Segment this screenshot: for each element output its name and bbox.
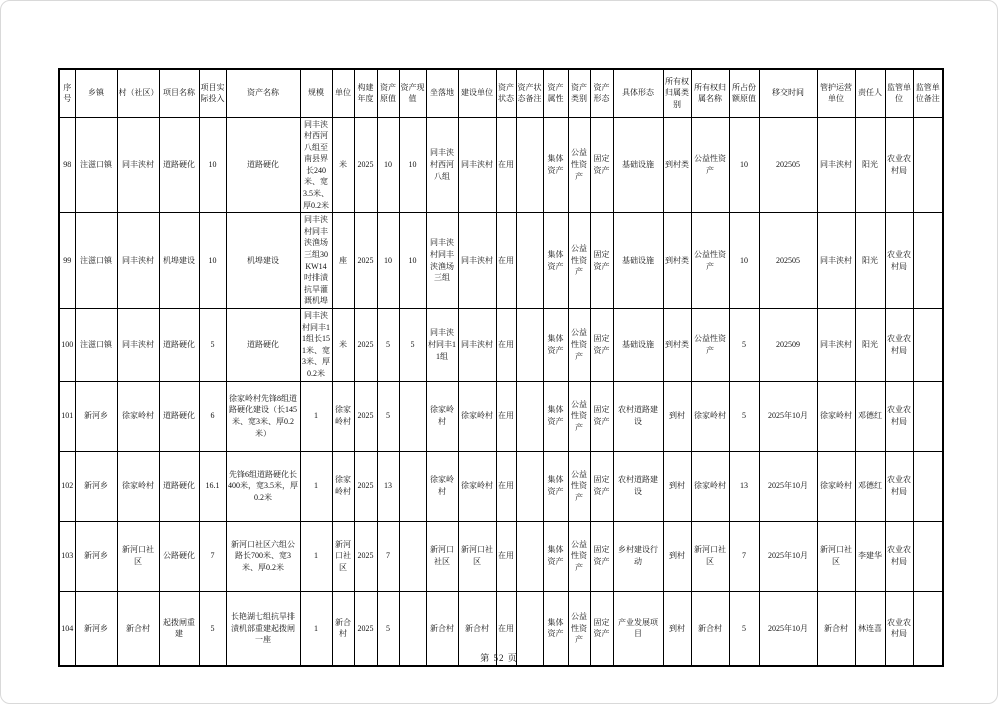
table-cell: 起拨闸重建 — [159, 591, 199, 666]
column-header-15: 资产属性 — [543, 69, 568, 117]
table-cell: 农业农村局 — [885, 381, 913, 451]
table-cell — [399, 381, 426, 451]
table-cell: 10 — [729, 213, 759, 309]
table-cell — [913, 309, 943, 382]
table-cell: 固定资产 — [590, 309, 613, 382]
table-cell: 104 — [59, 591, 75, 666]
table-cell: 新合村 — [332, 591, 354, 666]
column-header-11: 坐落地 — [426, 69, 458, 117]
table-cell: 7 — [729, 521, 759, 591]
table-cell: 在用 — [496, 309, 516, 382]
table-cell: 注滋口镇 — [75, 117, 117, 213]
table-cell: 1 — [300, 451, 332, 521]
table-cell — [913, 381, 943, 451]
table-cell: 集体资产 — [543, 381, 568, 451]
table-cell: 2025年10月 — [759, 451, 817, 521]
column-header-9: 资产原值 — [377, 69, 399, 117]
column-header-0: 序号 — [59, 69, 75, 117]
table-cell: 固定资产 — [590, 381, 613, 451]
table-cell: 机埠建设 — [226, 213, 300, 309]
table-cell: 在用 — [496, 117, 516, 213]
table-cell: 5 — [377, 591, 399, 666]
table-cell: 徐家岭村 — [691, 451, 729, 521]
table-cell: 公益性资产 — [691, 117, 729, 213]
table-cell: 农业农村局 — [885, 213, 913, 309]
table-cell: 同丰浃村 — [458, 309, 496, 382]
table-cell: 注滋口镇 — [75, 309, 117, 382]
table-cell — [516, 213, 543, 309]
table-cell: 农村道路建设 — [613, 381, 663, 451]
table-cell: 邓德红 — [855, 381, 885, 451]
table-cell: 同丰浃村同丰浃渔场三组30KW14吋排渍抗旱灌溉机埠 — [300, 213, 332, 309]
table-cell: 在用 — [496, 591, 516, 666]
table-cell: 新合村 — [691, 591, 729, 666]
table-cell: 7 — [199, 521, 226, 591]
table-cell — [913, 521, 943, 591]
table-cell: 农村道路建设 — [613, 451, 663, 521]
table-cell: 102 — [59, 451, 75, 521]
table-cell: 公益性资产 — [568, 309, 590, 382]
table-cell: 新河口社区 — [332, 521, 354, 591]
table-cell: 2025 — [354, 451, 377, 521]
table-cell: 101 — [59, 381, 75, 451]
table-cell: 1 — [300, 591, 332, 666]
table-cell: 米 — [332, 309, 354, 382]
table-cell: 10 — [199, 117, 226, 213]
table-cell: 阳光 — [855, 117, 885, 213]
table-cell: 徐家岭村 — [332, 451, 354, 521]
table-cell: 徐家岭村 — [458, 451, 496, 521]
table-row — [59, 381, 943, 451]
table-cell: 米 — [332, 117, 354, 213]
table-cell: 徐家岭村 — [691, 381, 729, 451]
table-cell: 到村类 — [663, 213, 691, 309]
table-cell: 乡村建设行动 — [613, 521, 663, 591]
table-cell: 集体资产 — [543, 213, 568, 309]
table-cell: 公益性资产 — [568, 117, 590, 213]
table-cell: 集体资产 — [543, 117, 568, 213]
table-cell: 集体资产 — [543, 309, 568, 382]
page-number: 第 52 页 — [480, 653, 518, 663]
table-cell: 10 — [377, 117, 399, 213]
table-body — [59, 117, 943, 666]
table-cell: 道路硬化 — [159, 309, 199, 382]
table-cell: 新河口社区六组公路长700米、宽3米、厚0.2米 — [226, 521, 300, 591]
table-cell: 阳光 — [855, 309, 885, 382]
table-cell: 新河口社区 — [117, 521, 159, 591]
table-cell: 徐家岭村 — [117, 451, 159, 521]
table-cell: 集体资产 — [543, 451, 568, 521]
table-cell: 2025 — [354, 309, 377, 382]
table-cell: 李建华 — [855, 521, 885, 591]
table-cell: 道路硬化 — [226, 309, 300, 382]
table-cell: 新河口社区 — [458, 521, 496, 591]
table-cell — [913, 451, 943, 521]
table-cell: 同丰浃村西河八组至南县界长240米、宽3.5米、厚0.2米 — [300, 117, 332, 213]
table-cell — [516, 451, 543, 521]
table-cell: 1 — [300, 381, 332, 451]
table-cell: 到村 — [663, 591, 691, 666]
table-cell — [399, 521, 426, 591]
table-cell: 同丰浃村 — [117, 117, 159, 213]
table-cell: 公益性资产 — [568, 213, 590, 309]
table-cell: 10 — [399, 117, 426, 213]
table-cell: 同丰浃村 — [117, 213, 159, 309]
table-cell: 到村类 — [663, 309, 691, 382]
table-cell: 固定资产 — [590, 451, 613, 521]
table-cell — [516, 117, 543, 213]
table-cell: 5 — [199, 591, 226, 666]
table-cell: 公益性资产 — [691, 309, 729, 382]
table-cell: 座 — [332, 213, 354, 309]
table-cell: 同丰浃村同丰11组长151米、宽3米、厚0.2米 — [300, 309, 332, 382]
column-header-19: 所有权归属类别 — [663, 69, 691, 117]
table-cell: 202505 — [759, 117, 817, 213]
table-cell: 到村 — [663, 381, 691, 451]
table-cell: 同丰浃村 — [458, 213, 496, 309]
table-cell: 5 — [377, 381, 399, 451]
table-cell: 2025年10月 — [759, 521, 817, 591]
table-cell: 到村 — [663, 451, 691, 521]
table-cell — [913, 117, 943, 213]
table-cell: 农业农村局 — [885, 309, 913, 382]
table-cell: 5 — [399, 309, 426, 382]
table-cell: 到村类 — [663, 117, 691, 213]
table-cell: 2025 — [354, 591, 377, 666]
table-cell: 农业农村局 — [885, 521, 913, 591]
table-cell: 公益性资产 — [568, 591, 590, 666]
table-cell: 2025 — [354, 213, 377, 309]
table-cell: 13 — [729, 451, 759, 521]
table-cell: 16.1 — [199, 451, 226, 521]
table-cell: 在用 — [496, 521, 516, 591]
table-cell: 2025 — [354, 521, 377, 591]
table-cell: 徐家岭村 — [426, 381, 458, 451]
table-cell: 新合村 — [817, 591, 855, 666]
table-cell: 公益性资产 — [568, 381, 590, 451]
table-cell: 5 — [199, 309, 226, 382]
table-cell: 新合村 — [117, 591, 159, 666]
table-cell: 98 — [59, 117, 75, 213]
table-row — [59, 521, 943, 591]
table-cell: 同丰浃村同丰浃渔场三组 — [426, 213, 458, 309]
table-cell: 公路硬化 — [159, 521, 199, 591]
table-cell: 100 — [59, 309, 75, 382]
table-cell: 10 — [399, 213, 426, 309]
table-cell: 林连喜 — [855, 591, 885, 666]
table-row — [59, 117, 943, 213]
column-header-18: 具体形态 — [613, 69, 663, 117]
table-cell: 道路硬化 — [159, 451, 199, 521]
table-cell: 202509 — [759, 309, 817, 382]
table-cell: 新河口社区 — [691, 521, 729, 591]
table-cell: 徐家岭村 — [426, 451, 458, 521]
table-cell: 同丰浃村同丰11组 — [426, 309, 458, 382]
table-cell: 道路硬化 — [226, 117, 300, 213]
column-header-13: 资产状态 — [496, 69, 516, 117]
table-cell: 在用 — [496, 381, 516, 451]
table-cell: 集体资产 — [543, 591, 568, 666]
table-row — [59, 309, 943, 382]
table-cell: 6 — [199, 381, 226, 451]
table-cell: 长艳湖七组抗旱排渍机部重建起拨闸一座 — [226, 591, 300, 666]
table-cell — [516, 381, 543, 451]
table-cell: 徐家岭村 — [458, 381, 496, 451]
column-header-10: 资产现值 — [399, 69, 426, 117]
header-row — [59, 69, 943, 117]
table-cell: 2025年10月 — [759, 591, 817, 666]
table-cell: 公益性资产 — [568, 451, 590, 521]
table-cell: 同丰浃村 — [817, 213, 855, 309]
table-cell: 99 — [59, 213, 75, 309]
table-cell: 202505 — [759, 213, 817, 309]
table-cell: 固定资产 — [590, 521, 613, 591]
table-cell — [913, 213, 943, 309]
table-cell: 在用 — [496, 213, 516, 309]
table-cell: 集体资产 — [543, 521, 568, 591]
table-cell: 注滋口镇 — [75, 213, 117, 309]
column-header-5: 资产名称 — [226, 69, 300, 117]
column-header-21: 所占份额原值 — [729, 69, 759, 117]
column-header-1: 乡镇 — [75, 69, 117, 117]
table-cell: 7 — [377, 521, 399, 591]
table-cell: 先锋6组道路硬化长400米，宽3.5米，厚0.2米 — [226, 451, 300, 521]
table-row — [59, 213, 943, 309]
column-header-8: 构建年度 — [354, 69, 377, 117]
column-header-24: 责任人 — [855, 69, 885, 117]
table-cell: 农业农村局 — [885, 451, 913, 521]
table-cell: 同丰浃村 — [817, 309, 855, 382]
table-cell: 徐家岭村 — [817, 451, 855, 521]
column-header-14: 资产状态备注 — [516, 69, 543, 117]
table-cell: 产业发展项目 — [613, 591, 663, 666]
table-cell: 在用 — [496, 451, 516, 521]
table-cell: 阳光 — [855, 213, 885, 309]
table-cell: 10 — [729, 117, 759, 213]
table-cell: 103 — [59, 521, 75, 591]
table-cell: 新河乡 — [75, 381, 117, 451]
table-cell: 公益性资产 — [568, 521, 590, 591]
table-cell: 基础设施 — [613, 213, 663, 309]
table-cell: 同丰浃村西河八组 — [426, 117, 458, 213]
table-cell: 农业农村局 — [885, 117, 913, 213]
table-cell — [516, 521, 543, 591]
table-cell: 10 — [199, 213, 226, 309]
table-cell: 徐家岭村 — [117, 381, 159, 451]
table-cell: 公益性资产 — [691, 213, 729, 309]
table-cell: 同丰浃村 — [117, 309, 159, 382]
table-cell — [399, 451, 426, 521]
column-header-17: 资产形态 — [590, 69, 613, 117]
table-cell: 10 — [377, 213, 399, 309]
table-cell: 2025 — [354, 381, 377, 451]
table-cell: 固定资产 — [590, 213, 613, 309]
column-header-3: 项目名称 — [159, 69, 199, 117]
table-cell: 农业农村局 — [885, 591, 913, 666]
column-header-7: 单位 — [332, 69, 354, 117]
table-cell: 邓德红 — [855, 451, 885, 521]
column-header-4: 项目实际投入 — [199, 69, 226, 117]
table-cell: 新河乡 — [75, 521, 117, 591]
table-cell: 5 — [377, 309, 399, 382]
table-cell: 徐家岭村 — [332, 381, 354, 451]
column-header-6: 规模 — [300, 69, 332, 117]
table-cell: 5 — [729, 381, 759, 451]
table-cell: 2025年10月 — [759, 381, 817, 451]
asset-table — [58, 68, 944, 667]
table-cell: 固定资产 — [590, 117, 613, 213]
table-cell: 13 — [377, 451, 399, 521]
column-header-2: 村（社区） — [117, 69, 159, 117]
table-cell: 新河口社区 — [426, 521, 458, 591]
column-header-16: 资产类别 — [568, 69, 590, 117]
table-cell: 新河乡 — [75, 451, 117, 521]
table-cell: 5 — [729, 309, 759, 382]
table-cell: 1 — [300, 521, 332, 591]
table-cell: 新合村 — [458, 591, 496, 666]
table-cell: 新合村 — [426, 591, 458, 666]
table-cell: 新河乡 — [75, 591, 117, 666]
table-cell — [516, 309, 543, 382]
table-cell: 基础设施 — [613, 309, 663, 382]
table-cell: 2025 — [354, 117, 377, 213]
table-cell: 道路硬化 — [159, 381, 199, 451]
table-cell: 到村 — [663, 521, 691, 591]
table-cell: 机埠建设 — [159, 213, 199, 309]
column-header-12: 建设单位 — [458, 69, 496, 117]
table-cell: 同丰浃村 — [458, 117, 496, 213]
table-row — [59, 451, 943, 521]
column-header-25: 监管单位 — [885, 69, 913, 117]
table-cell: 固定资产 — [590, 591, 613, 666]
column-header-22: 移交时间 — [759, 69, 817, 117]
column-header-26: 监管单位备注 — [913, 69, 943, 117]
column-header-20: 所有权归属名称 — [691, 69, 729, 117]
column-header-23: 管护运营单位 — [817, 69, 855, 117]
table-cell: 基础设施 — [613, 117, 663, 213]
table-cell: 同丰浃村 — [817, 117, 855, 213]
table-cell: 徐家岭村先锋8组道路硬化建设（长145米、宽3米、厚0.2米） — [226, 381, 300, 451]
table-cell: 5 — [729, 591, 759, 666]
table-cell: 徐家岭村 — [817, 381, 855, 451]
table-cell: 新河口社区 — [817, 521, 855, 591]
table-cell: 道路硬化 — [159, 117, 199, 213]
